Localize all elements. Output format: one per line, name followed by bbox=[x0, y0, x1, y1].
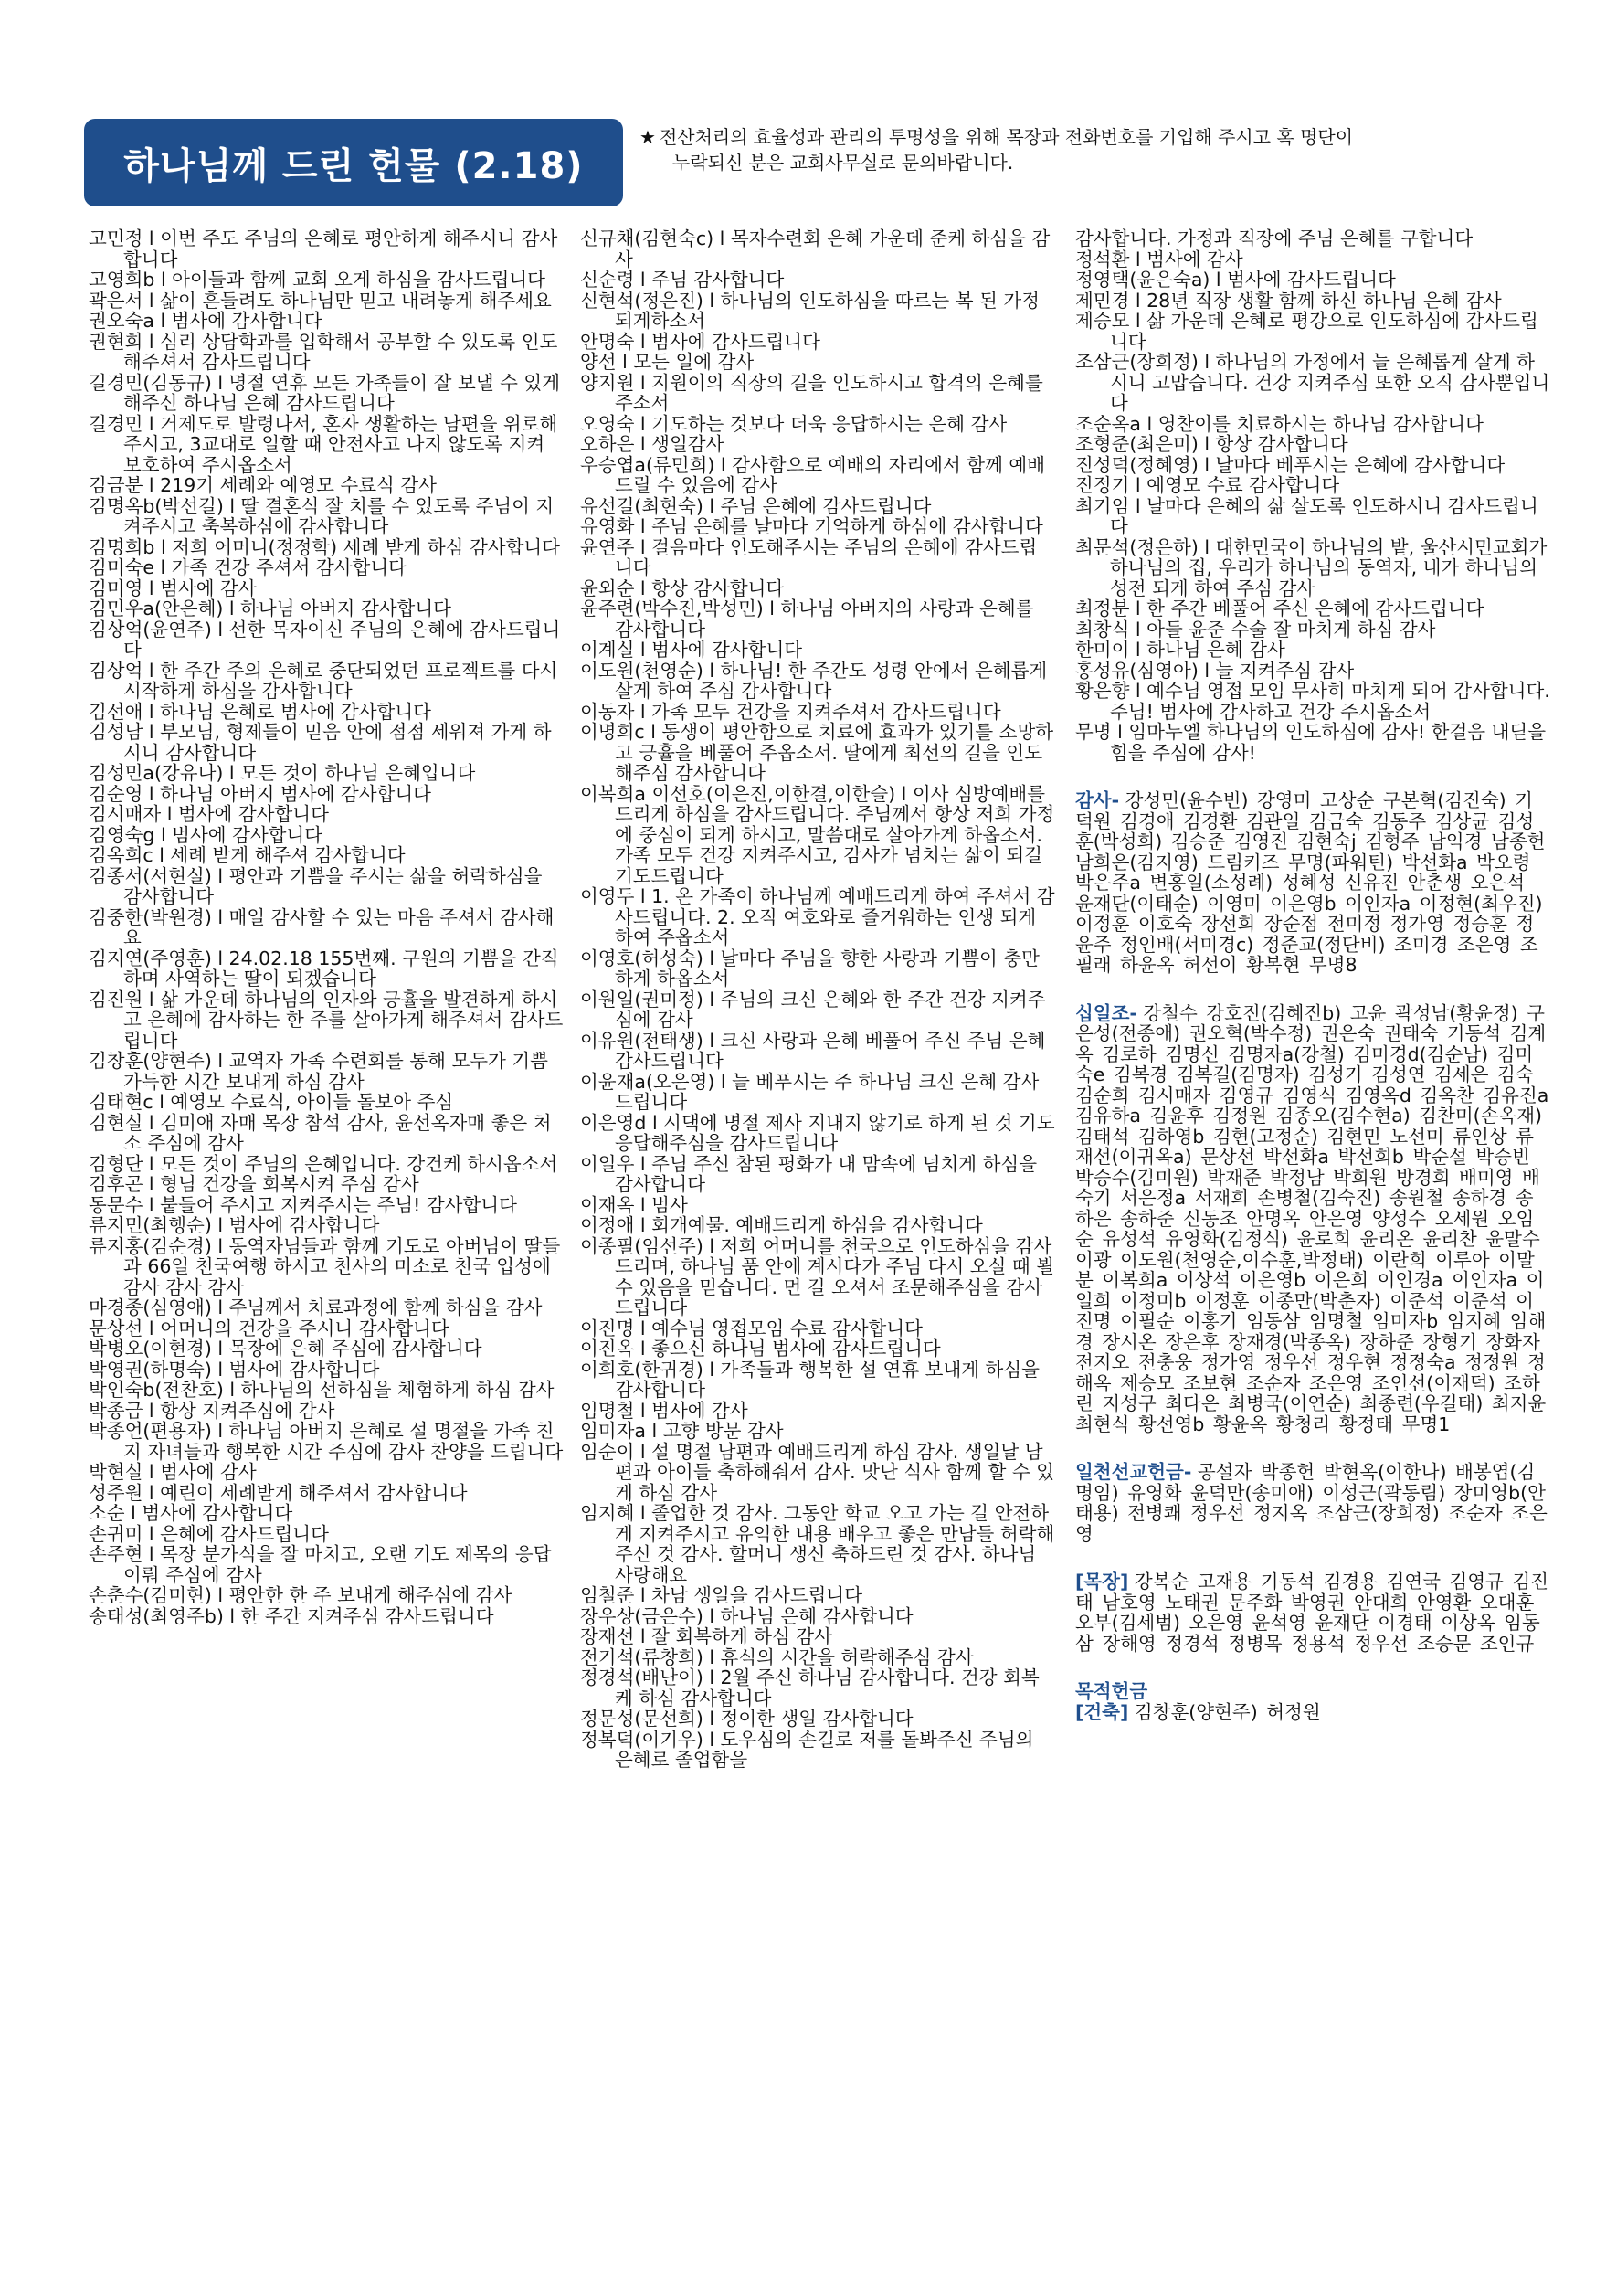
offering-entry: 김명희b l 저희 어머니(정정학) 세례 받게 하심 감사합니다 bbox=[89, 535, 560, 558]
offering-entry: 권현희 l 심리 상담학과를 입학해서 공부할 수 있도록 인도해주셔서 감사드립니다 bbox=[89, 330, 558, 373]
offering-entry: 안명숙 l 범사에 감사드립니다 bbox=[580, 330, 820, 353]
offering-entry: 박영권(하명숙) l 범사에 감사합니다 bbox=[89, 1358, 380, 1381]
offering-entry: 박종언(편용자) l 하나님 아버지 은혜로 설 명절을 가족 친지 자녀들과 행복한 시간 주심에 감사 찬양을 드립니다 bbox=[89, 1420, 564, 1463]
offering-entry: 김상억 l 한 주간 주의 은혜로 중단되었던 프로젝트를 다시 시작하게 하심을 감사합니다 bbox=[89, 659, 558, 702]
offering-entry: 임미자a l 고향 방문 감사 bbox=[580, 1420, 784, 1442]
offering-entry: 우승엽a(류민희) l 감사함으로 예배의 자리에서 함께 예배드릴 수 있음에 감사 bbox=[580, 453, 1046, 496]
offering-entry: 김성민a(강유나) l 모든 것이 하나님 은혜입니다 bbox=[89, 762, 476, 784]
offering-group bbox=[1075, 790, 1550, 976]
column-2 bbox=[580, 228, 1055, 1771]
offering-entry: 진정기 l 예영모 수료 감사합니다 bbox=[1075, 474, 1340, 496]
group-label: [건축] bbox=[1075, 1700, 1129, 1723]
offering-entry: 유영화 l 주님 은혜를 날마다 기억하게 하심에 감사합니다 bbox=[580, 515, 1043, 537]
offering-entry: 박인숙b(전찬호) l 하나님의 선하심을 체험하게 하심 감사 bbox=[89, 1379, 555, 1401]
offering-entry: 이재옥 l 범사 bbox=[580, 1193, 688, 1216]
offering-entry: 권오숙a l 범사에 감사합니다 bbox=[89, 310, 322, 332]
offering-entry: 류지홍(김순경) l 동역자님들과 함께 기도로 아버님이 딸들과 66일 천국여행 하시고 천사의 미소로 천국 입성에 감사 감사 감사 bbox=[89, 1234, 561, 1298]
offering-entry: 김선애 l 하나님 은혜로 범사에 감사합니다 bbox=[89, 700, 431, 723]
offering-entry: 이희호(한귀경) l 가족들과 행복한 설 연휴 보내게 하심을 감사합니다 bbox=[580, 1358, 1040, 1401]
offering-entry: 김형단 l 모든 것이 주님의 은혜입니다. 강건케 하시옵소서 bbox=[89, 1152, 558, 1175]
notice-line1: 전산처리의 효율성과 관리의 투명성을 위해 목장과 전화번호를 기입해 주시고 혹 명단이 bbox=[659, 126, 1354, 148]
offering-entry: 이은영d l 시댁에 명절 제사 지내지 않기로 하게 된 것 기도 응답해주심을 감사드립니다 bbox=[580, 1111, 1055, 1154]
offering-entry: 김현실 l 김미애 자매 목장 참석 감사, 윤선옥자매 좋은 처소 주심에 감사 bbox=[89, 1111, 552, 1154]
offering-entry: 유선길(최현숙) l 주님 은혜에 감사드립니다 bbox=[580, 494, 932, 517]
offering-entry: 신순령 l 주님 감사합니다 bbox=[580, 269, 785, 291]
offering-entry: 이도원(천영순) l 하나님! 한 주간도 성령 안에서 은혜롭게 살게 하여 주심 감사합니다 bbox=[580, 659, 1048, 702]
offering-entry: 성주원 l 예린이 세례받게 해주셔서 감사합니다 bbox=[89, 1481, 468, 1504]
offering-entry: 신현석(정은진) l 하나님의 인도하심을 따르는 복 된 가정되게하소서 bbox=[580, 289, 1040, 332]
column-1 bbox=[89, 228, 564, 1626]
offering-entry: 이원일(권미정) l 주님의 크신 은혜와 한 주간 건강 지켜주심에 감사 bbox=[580, 988, 1046, 1031]
offering-entry: 소순 l 범사에 감사합니다 bbox=[89, 1502, 293, 1524]
group-names: 공설자 박종헌 박현옥(이한나) 배봉엽(김명임) 유영화 윤덕만(송미애) 이성근(곽동림) 장미영b(안태용) 전병쾌 정우선 정지옥 조삼근(장희정) 조순자 조은영 bbox=[1075, 1461, 1548, 1545]
group-label: 일천선교헌금- bbox=[1075, 1461, 1192, 1483]
offering-entry: 김영숙g l 범사에 감사합니다 bbox=[89, 823, 323, 846]
group-names: 강철수 강호진(김혜진b) 고윤 곽성남(황윤정) 구은성(전종애) 권오혁(박수정) 권은숙 권태숙 기동석 김계옥 김로하 김명신 김명자a(강철) 김미경d(김순남) 김미숙e 김복경 김복길(김명자) 김성기 김성연 김세은 김숙 김순희 김시매자 김영규 김영식 김영옥d 김옥찬 김유진a 김유하a 김윤후 김정원 김종오(김수현a) 김찬미(손옥재) 김태석 김하영b 김현(고정순) 김현민 노선미 류인상 류재선(이귀옥a) 문상선 박선화a 박선희b 박순설 박승빈 박승수(김미원) 박재준 박정남 박희원 방경희 배미영 배숙기 서은정a 서재희 손병철(김숙진) 송원철 송하경 송하은 송하준 신동조 안명옥 안은영 양성수 오세원 오임순 유성석 유영화(김정식) 윤로희 윤리온 윤리찬 윤말수 이광 이도원(천영순,이수훈,박정태) 이란희 이루아 이말분 이복희a 이상석 이은영b 이은희 이인경a 이인자a 이일희 이정미b 이정훈 이종만(박춘자) 이준석 이준석 이진명 이필순 이홍기 임동삼 임명철 임미자b 임지혜 임해경 장시온 장은후 장재경(박종옥) 장하준 장형기 장화자 전지오 전충웅 정가영 정우선 정우현 정정숙a 정정원 정해옥 제승모 조보현 조순자 조은영 조인선(이재덕) 조하린 지성구 최다은 최병국(이연순) 최종련(우길태) 최지윤 최현식 황선영b 황윤옥 황청리 황정태 무명1 bbox=[1075, 1001, 1549, 1435]
offering-entry: 김상억(윤연주) l 선한 목자이신 주님의 은혜에 감사드립니다 bbox=[89, 618, 561, 661]
offering-entry: 김지연(주영훈) l 24.02.18 155번째. 구원의 기쁨을 간직하며 사역하는 딸이 되겠습니다 bbox=[89, 947, 559, 989]
offering-entry: 최문석(정은하) l 대한민국이 하나님의 밭, 울산시민교회가 하나님의 집, 우리가 하나님의 동역자, 내가 하나님의 성전 되게 하여 주심 감사 bbox=[1075, 535, 1548, 599]
offering-entry: 정문성(문선희) l 정이한 생일 감사합니다 bbox=[580, 1708, 914, 1730]
column-3 bbox=[1075, 228, 1550, 1722]
offering-entry: 임철준 l 차남 생일을 감사드립니다 bbox=[580, 1584, 863, 1606]
offering-entry: 고민정 l 이번 주도 주님의 은혜로 평안하게 해주시니 감사합니다 bbox=[89, 227, 558, 270]
offering-entry: 황은향 l 예수님 영접 모임 무사히 마치게 되어 감사합니다. 주님! 범사에 감사하고 건강 주시옵소서 bbox=[1075, 680, 1550, 723]
offering-entry: 이종필(임선주) l 저희 어머니를 천국으로 인도하심을 감사드리며, 하나님 품 안에 계시다가 주님 다시 오실 때 뵐 수 있음을 믿습니다. 먼 길 오셔서 조문해주심을 감사드립니다 bbox=[580, 1234, 1055, 1318]
offering-entry: 길경민 l 거제도로 발령나서, 혼자 생활하는 남편을 위로해주시고, 3교대로 일할 때 안전사고 나지 않도록 지켜 보호하여 주시옵소서 bbox=[89, 412, 558, 476]
offering-entry: 오하은 l 생일감사 bbox=[580, 433, 724, 455]
offering-entry: 김순영 l 하나님 아버지 범사에 감사합니다 bbox=[89, 782, 431, 805]
offering-group bbox=[1075, 1571, 1550, 1654]
offering-entry: 정복덕(이기우) l 도우심의 손길로 저를 돌봐주신 주님의 은혜로 졸업함을 bbox=[580, 1728, 1034, 1771]
offering-entry: 최창식 l 아들 윤준 수술 잘 마치게 하심 감사 bbox=[1075, 618, 1436, 640]
offering-entry: 김성남 l 부모님, 형제들이 믿음 안에 점점 세워져 가게 하시니 감사합니다 bbox=[89, 721, 552, 764]
offering-entry: 제민경 l 28년 직장 생활 함께 하신 하나님 은혜 감사 bbox=[1075, 289, 1502, 312]
offering-entry: 손주현 l 목장 분가식을 잘 마치고, 오랜 기도 제목의 응답 이뤄 주심에 감사 bbox=[89, 1543, 552, 1586]
offering-entry: 송태성(최영주b) l 한 주간 지켜주심 감사드립니다 bbox=[89, 1604, 494, 1627]
offering-entry: 김미숙e l 가족 건강 주셔서 감사합니다 bbox=[89, 556, 407, 578]
offering-entry: 제승모 l 삶 가운데 은혜로 평강으로 인도하심에 감사드립니다 bbox=[1075, 310, 1538, 353]
offering-entry: 김후곤 l 형님 건강을 회복시켜 주심 감사 bbox=[89, 1173, 419, 1195]
group-names: 강복순 고재용 기동석 김경용 김연국 김영규 김진태 남호영 노태권 문주화 박영권 안대희 안영환 오대훈 오부(김세범) 오은영 윤석영 윤재단 이경태 이상옥 임동삼 장해영 정경석 정병목 정용석 정우선 조승문 조인규 bbox=[1075, 1571, 1549, 1655]
offering-entry: 정석환 l 범사에 감사 bbox=[1075, 248, 1243, 270]
offering-entry: 이윤재a(오은영) l 늘 베푸시는 주 하나님 크신 은혜 감사드립니다 bbox=[580, 1070, 1040, 1113]
group-label: 감사- bbox=[1075, 789, 1120, 811]
offering-entry: 윤연주 l 걸음마다 인도해주시는 주님의 은혜에 감사드립니다 bbox=[580, 535, 1038, 578]
offering-entry: 박현실 l 범사에 감사 bbox=[89, 1461, 257, 1483]
offering-entry: 윤주련(박수진,박성민) l 하나님 아버지의 사랑과 은혜를 감사합니다 bbox=[580, 598, 1034, 640]
offering-entry: 김창훈(양현주) l 교역자 가족 수련회를 통해 모두가 기쁨 가득한 시간 보내게 하심 감사 bbox=[89, 1050, 548, 1093]
offering-entry: 조순옥a l 영찬이를 치료하시는 하나님 감사합니다 bbox=[1075, 412, 1484, 435]
offering-entry: 이진명 l 예수님 영접모임 수료 감사합니다 bbox=[580, 1317, 923, 1339]
offering-entry: 김종서(서현실) l 평안과 기쁨을 주시는 삶을 허락하심을 감사합니다 bbox=[89, 864, 543, 907]
offering-entry: 감사합니다. 가정과 직장에 주님 은혜를 구합니다 bbox=[1075, 227, 1474, 249]
offering-entry: 정경석(배난이) l 2월 주신 하나님 감사합니다. 건강 회복케 하심 감사합니다 bbox=[580, 1666, 1040, 1709]
offering-entry: 홍성유(심영아) l 늘 지켜주심 감사 bbox=[1075, 659, 1355, 682]
offering-entry: 김명옥b(박선길) l 딸 결혼식 잘 치를 수 있도록 주님이 지켜주시고 축복하심에 감사합니다 bbox=[89, 494, 555, 537]
offering-entry: 이유원(전태생) l 크신 사랑과 은혜 베풀어 주신 주님 은혜 감사드립니다 bbox=[580, 1029, 1046, 1072]
offering-entry: 김미영 l 범사에 감사 bbox=[89, 577, 257, 599]
offering-entry: 진성덕(정혜영) l 날마다 베푸시는 은혜에 감사합니다 bbox=[1075, 453, 1506, 476]
offering-entry: 김태현c l 예영모 수료식, 아이들 돌보아 주심 bbox=[89, 1091, 454, 1113]
offering-entry: 임지혜 l 졸업한 것 감사. 그동안 학교 오고 가는 길 안전하게 지켜주시고 유익한 내용 배우고 좋은 만남들 허락해주신 것 감사. 할머니 생신 축하드린 것 감사. 하나님 사랑해요 bbox=[580, 1502, 1055, 1586]
offering-entry: 장재선 l 잘 회복하게 하심 감사 bbox=[580, 1625, 832, 1647]
offering-group bbox=[1075, 1702, 1550, 1723]
offering-entry: 이계실 l 범사에 감사합니다 bbox=[580, 639, 803, 661]
offering-entry: 김민우a(안은혜) l 하나님 아버지 감사합니다 bbox=[89, 598, 451, 619]
offering-entry: 임명철 l 범사에 감사 bbox=[580, 1399, 748, 1422]
offering-entry: 손귀미 l 은혜에 감사드립니다 bbox=[89, 1522, 329, 1545]
offering-entry: 박병오(이현경) l 목장에 은혜 주심에 감사합니다 bbox=[89, 1338, 482, 1360]
offering-entry: 문상선 l 어머니의 건강을 주시니 감사합니다 bbox=[89, 1317, 449, 1339]
offering-entry: 이명희c l 동생이 평안함으로 치료에 효과가 있기를 소망하고 긍휼을 베풀어 주옵소서. 딸에게 최선의 길을 인도해주심 감사합니다 bbox=[580, 721, 1054, 784]
offering-entry: 윤외순 l 항상 감사합니다 bbox=[580, 577, 785, 599]
offering-entry: 이동자 l 가족 모두 건강을 지켜주셔서 감사드립니다 bbox=[580, 700, 1001, 723]
offering-entry: 임순이 l 설 명절 남편과 예배드리게 하심 감사. 생일날 남편과 아이들 축하해줘서 감사. 맛난 식사 함께 할 수 있게 하심 감사 bbox=[580, 1440, 1055, 1504]
notice-line2: 누락되신 분은 교회사무실로 문의바랍니다. bbox=[672, 152, 1014, 174]
offering-entry: 오영숙 l 기도하는 것보다 더욱 응답하시는 은혜 감사 bbox=[580, 412, 1008, 435]
offering-entry: 신규채(김현숙c) l 목자수련회 은혜 가운데 준케 하심을 감사 bbox=[580, 227, 1051, 270]
offering-entry: 이정애 l 회개예물. 예배드리게 하심을 감사합니다 bbox=[580, 1214, 983, 1236]
offering-entry: 전기석(류창희) l 휴식의 시간을 허락해주심 감사 bbox=[580, 1645, 974, 1668]
offering-entry: 이일우 l 주님 주신 참된 평화가 내 맘속에 넘치게 하심을 감사합니다 bbox=[580, 1152, 1038, 1195]
offering-entry: 조형준(최은미) l 항상 감사합니다 bbox=[1075, 433, 1348, 455]
offering-entry: 류지민(최행순) l 범사에 감사합니다 bbox=[89, 1214, 380, 1236]
offering-entry: 이영두 l 1. 온 가족이 하나님께 예배드리게 하여 주셔서 감사드립니다. 2. 오직 여호와로 즐거워하는 인생 되게 하여 주옵소서 bbox=[580, 885, 1055, 948]
offering-entry: 김중한(박원경) l 매일 감사할 수 있는 마음 주셔서 감사해요 bbox=[89, 905, 555, 948]
offering-entry: 이복희a 이선호(이은진,이한결,이한슬) l 이사 심방예배를 드리게 하심을 감사드립니다. 주님께서 항상 저희 가정에 중심이 되게 하시고, 말씀대로 살아가게 하옵소서. 가족 모두 건강 지켜주시고, 감사가 넘치는 삶이 되길 기도드립니다 bbox=[580, 782, 1055, 887]
offering-entry: 장우상(금은수) l 하나님 은혜 감사합니다 bbox=[580, 1604, 914, 1627]
group-label: 십일조- bbox=[1075, 1001, 1137, 1024]
offering-entry: 마경종(심영애) l 주님께서 치료과정에 함께 하심을 감사 bbox=[89, 1296, 543, 1318]
page-title: 하나님께 드린 헌물 (2.18) bbox=[84, 119, 623, 206]
offering-entry: 곽은서 l 삶이 흔들려도 하나님만 믿고 내려놓게 해주세요 bbox=[89, 289, 552, 312]
offering-entry: 최정분 l 한 주간 베풀어 주신 은혜에 감사드립니다 bbox=[1075, 598, 1484, 619]
offering-entry: 길경민(김동규) l 명절 연휴 모든 가족들이 잘 보낼 수 있게 해주신 하나님 은혜 감사드립니다 bbox=[89, 371, 561, 414]
offering-group bbox=[1075, 1681, 1550, 1702]
offering-entry: 손춘수(김미현) l 평안한 한 주 보내게 해주심에 감사 bbox=[89, 1584, 512, 1606]
offering-entry: 이영호(허성숙) l 날마다 주님을 향한 사랑과 기쁨이 충만하게 하옵소서 bbox=[580, 947, 1040, 989]
offering-entry: 양선 l 모든 일에 감사 bbox=[580, 351, 755, 373]
offering-entry: 무명 l 임마누엘 하나님의 인도하심에 감사! 한걸음 내딛을 힘을 주심에 감사! bbox=[1075, 721, 1546, 764]
offering-entry: 한미이 l 하나님 은혜 감사 bbox=[1075, 639, 1285, 661]
offering-entry: 동문수 l 붙들어 주시고 지켜주시는 주님! 감사합니다 bbox=[89, 1193, 517, 1216]
offering-entry: 양지원 l 지원이의 직장의 길을 인도하시고 합격의 은혜를 주소서 bbox=[580, 371, 1043, 414]
offering-group bbox=[1075, 1003, 1550, 1435]
offering-entry: 조삼근(장희정) l 하나님의 가정에서 늘 은혜롭게 살게 하시니 고맙습니다. 건강 지켜주심 또한 오직 감사뿐입니다 bbox=[1075, 351, 1550, 414]
offering-entry: 김옥희c l 세례 받게 해주셔 감사합니다 bbox=[89, 844, 406, 866]
notice bbox=[639, 124, 1516, 175]
offering-entry: 고영희b l 아이들과 함께 교회 오게 하심을 감사드립니다 bbox=[89, 269, 545, 291]
offering-entry: 최기임 l 날마다 은혜의 삶 살도록 인도하시니 감사드립니다 bbox=[1075, 494, 1538, 537]
offering-entry: 정영택(윤은숙a) l 범사에 감사드립니다 bbox=[1075, 269, 1396, 291]
group-label: 목적헌금 bbox=[1075, 1680, 1148, 1702]
group-names: 강성민(윤수빈) 강영미 고상순 구본혁(김진숙) 기덕원 김경애 김경환 김관일 김금숙 김동주 김상균 김성훈(박성희) 김승준 김영진 김현숙j 김형주 남익경 남종헌 남희은(김지영) 드림키즈 무명(파워틴) 박선화a 박오령 박은주a 변홍일(소성례) 성혜성 신유진 안춘생 오은석 윤재단(이태순) 이영미 이은영b 이인자a 이정현(최우진) 이정훈 이호숙 장선희 장순점 전미정 정가영 정승훈 정윤주 정인배(서미경c) 정준교(정단비) 조미경 조은영 조필래 하윤옥 허선이 황복현 무명8 bbox=[1075, 789, 1546, 976]
offering-entry: 이진옥 l 좋으신 하나님 범사에 감사드립니다 bbox=[580, 1338, 941, 1360]
offering-group bbox=[1075, 1462, 1550, 1544]
star-icon: ★ bbox=[639, 126, 656, 148]
offering-entry: 김진원 l 삶 가운데 하나님의 인자와 긍휼을 발견하게 하시고 은혜에 감사하는 한 주를 살아가게 해주셔서 감사드립니다 bbox=[89, 988, 564, 1052]
offering-entry: 김시매자 l 범사에 감사합니다 bbox=[89, 803, 329, 825]
group-names: 김창훈(양현주) 허정원 bbox=[1134, 1700, 1321, 1723]
group-label: [목장] bbox=[1075, 1571, 1129, 1592]
offering-entry: 김금분 l 219기 세례와 예영모 수료식 감사 bbox=[89, 474, 437, 496]
offering-entry: 박종금 l 항상 지켜주심에 감사 bbox=[89, 1399, 335, 1422]
